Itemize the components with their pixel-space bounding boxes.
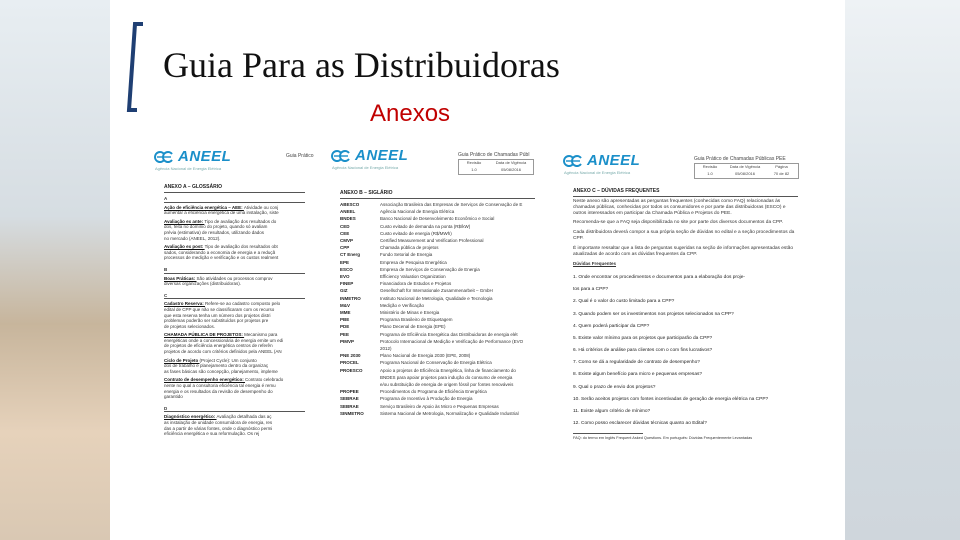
glossary-term: Contrato de desempenho energético:	[164, 377, 246, 383]
acronym-row	[340, 323, 535, 330]
section-title: ANEXO A – GLOSSÁRIO	[164, 184, 222, 190]
header-cell: 1.0	[471, 166, 477, 172]
acronym-row	[340, 280, 535, 287]
faq-question: tos para a CPP?	[573, 287, 609, 293]
acronym-value: Custo evitado de energia (R$/MWh)	[380, 230, 452, 236]
header-cell: Revisão	[466, 160, 482, 165]
glossary-line: dos, feita no domínio do projeto, quando só avaliam	[164, 224, 268, 230]
divider	[164, 192, 305, 193]
glossary-letter-heading: C	[164, 293, 305, 300]
page-header-title: Guia Prático de Chamadas Públ	[458, 152, 530, 158]
acronym-value: Medição e Verificação	[380, 302, 425, 308]
acronym-value: e/ou substituição de energia de origem fóssil por fontes renováveis	[380, 382, 514, 388]
header-cell: 1.0	[707, 170, 713, 176]
header-cell: Página	[775, 164, 788, 169]
document-page-acronyms	[328, 142, 535, 522]
acronym-value: Gesellschaft für Internationale Zusammenarbeit – GmbH	[380, 288, 493, 294]
faq-question: 4. Quem poderá participar da CPP?	[573, 323, 650, 329]
acronym-key: GIZ	[340, 288, 348, 294]
glossary-line: dos de trabalho e planejamento dentro da organizaç	[164, 363, 269, 369]
acronym-row	[340, 316, 535, 323]
glossary-letter-heading: A	[164, 196, 305, 203]
acronym-value: Fundo Setorial de Energia	[380, 252, 433, 258]
acronym-value: Sistema Nacional de Metrologia, Normalização e Qualidade Industrial	[380, 410, 519, 416]
acronym-row	[340, 251, 535, 258]
acronym-value: Banco Nacional de Desenvolvimento Econômico e Social	[380, 216, 495, 222]
acronym-row	[340, 388, 535, 395]
acronym-row	[340, 331, 535, 338]
header-cell: 70 de 82	[773, 170, 790, 176]
acronym-value: Agência Nacional de Energia Elétrica	[380, 209, 455, 215]
aneel-logo	[562, 152, 640, 169]
section-title: ANEXO C – DÚVIDAS FREQUENTES	[573, 188, 660, 194]
acronym-key: MME	[340, 310, 351, 316]
glossary-line: sados, considerando a economia de energia e a reduçã	[164, 249, 276, 255]
glossary-term: Diagnóstico energético:	[164, 414, 217, 420]
acronym-key	[340, 381, 380, 388]
acronym-value: Plano Decenal de Energia (EPE)	[380, 324, 446, 330]
background-left-photo	[0, 0, 110, 540]
faq-question: 2. Qual é o valor do custo limitado para a CPP?	[573, 299, 675, 305]
divider	[340, 198, 535, 199]
glossary-line: de projetos de eficiência energética centros de referên	[164, 343, 273, 349]
glossary-line: edital de CPP que não se classificaram com os recurso	[164, 306, 275, 312]
acronym-key: PROCEL	[340, 360, 359, 366]
acronym-row	[340, 352, 535, 359]
faq-question: 7. Como se dá a regularidade de contrato de desempenho?	[573, 360, 700, 366]
acronym-value: BNDES para apoiar projetos para indução do consumo de energia	[380, 374, 513, 380]
page-header: Guia Prático	[286, 153, 314, 159]
acronym-row	[340, 395, 535, 402]
glossary-line: prévia (estimativa) de resultados, utilizando dados	[164, 229, 265, 235]
faq-question: 10. Serão aceitos projetos com fontes incentivadas de geração de energia elétrica na CPP?	[573, 396, 769, 402]
acronym-row	[340, 374, 535, 381]
acronym-key: SEBRAE	[340, 403, 359, 409]
acronym-row	[340, 403, 535, 410]
acronym-key: INMETRO	[340, 295, 361, 301]
glossary-line: Ação de eficiência energética – AEE: Atividade ou conj	[164, 204, 279, 210]
acronym-key: ABESCO	[340, 202, 360, 207]
section-title: ANEXO B – SIGLÁRIO	[340, 190, 393, 196]
bracket-icon	[126, 22, 146, 112]
acronym-row	[340, 359, 535, 366]
slide-title: Guia Para as Distribuidoras	[163, 45, 560, 85]
aneel-logo-icon	[330, 149, 352, 163]
acronym-row	[340, 309, 535, 316]
header-cell: 05/08/2016	[734, 170, 756, 176]
acronym-key: ANEEL	[340, 209, 356, 215]
glossary-line: projetos de acordo com critérios definidos pela ANEEL (AN	[164, 349, 282, 355]
acronym-value: Programa de Incentivo à Produção de Energia	[380, 396, 473, 402]
acronym-value: Associação Brasileira das Empresas de Serviços de Conservação de E	[380, 202, 523, 207]
header-cell: Data de Vigência	[729, 164, 761, 169]
acronym-value: Apoio a projetos de Eficiência Energética, linha de financiamento do	[380, 367, 516, 373]
acronym-key: PBE	[340, 317, 350, 323]
glossary-letter-heading: D	[164, 406, 305, 413]
acronym-row	[340, 273, 535, 280]
glossary-line: diversas organizações (distribuidoras).	[164, 281, 242, 287]
glossary-term: Cadastro Reserva:	[164, 301, 206, 307]
acronym-row	[340, 367, 535, 374]
acronym-value: Serviço Brasileiro de Apoio às Micro e Pequenas Empresas	[380, 403, 499, 409]
aneel-logo-icon	[562, 154, 584, 168]
glossary-line: as instalação de unidade consumidora de energia, res	[164, 420, 273, 425]
glossary-line: Avaliação ex post: Tipo de avaliação dos resultados obt	[164, 244, 278, 250]
acronym-row	[340, 244, 535, 251]
acronym-key: CPP	[340, 245, 350, 251]
glossary-line: nente no qual a consultoria eficiência tal energia é remu	[164, 383, 276, 389]
intro-paragraph: Cada distribuidora deverá compor a sua própria seção de dúvidas no edital e a seção procedimentos da CPP.	[573, 230, 795, 241]
acronym-value: Procedimentos do Programa de Eficiência Energética	[380, 389, 487, 395]
acronym-key: ESCO	[340, 266, 353, 272]
glossary-line: energia e os resultados da revisão de desempenho do	[164, 388, 273, 394]
glossary-line: processos de medição e verificação e os custos realment	[164, 255, 279, 261]
glossary-line: Diagnóstico energético: Avaliação detalhada das aç	[164, 414, 272, 420]
acronym-row	[340, 345, 535, 352]
acronym-row	[340, 237, 535, 244]
document-page-faq	[559, 142, 804, 522]
divider	[573, 196, 798, 197]
acronym-value: Certified Measurement and Verification Professional	[380, 238, 484, 244]
header-cell: Data de Vigência	[495, 160, 527, 165]
document-page-glossary	[150, 142, 314, 522]
acronym-row	[340, 287, 535, 294]
acronym-row	[340, 215, 535, 222]
glossary-line: de projetos selecionados.	[164, 323, 216, 329]
faq-question: 12. Como posso esclarecer dúvidas técnicas quanto ao Edital?	[573, 421, 707, 427]
acronym-value: Protocolo Internacional de Medição e Verificação de Performance (EVO	[380, 338, 524, 344]
aneel-logo-icon	[153, 150, 175, 164]
acronym-key: EPE	[340, 259, 350, 265]
page-header-table	[694, 163, 799, 179]
glossary-letter-heading: B	[164, 267, 305, 274]
acronym-key: PEE	[340, 331, 350, 337]
aneel-logo	[330, 147, 408, 164]
glossary-term: CHAMADA PÚBLICA DE PROJETOS:	[164, 332, 245, 338]
acronym-value: Empresa de Pesquisa Energética	[380, 259, 447, 265]
glossary-body	[164, 184, 305, 440]
acronym-key: PROESCO	[340, 367, 363, 373]
acronym-value: Programa Brasileiro de Etiquetagem	[380, 317, 453, 323]
acronym-key: SINMETRO	[340, 410, 364, 416]
aneel-logo-subtitle: Agência Nacional de Energia Elétrica	[332, 165, 399, 170]
glossary-line: energéticas onde a concessionária de energia emite um edi	[164, 337, 284, 343]
acronym-row	[340, 201, 535, 208]
glossary-term: Avaliação ex post:	[164, 244, 205, 250]
faq-question: 3. Quando podem ser os investimentos nos projetos selecionados na CPP?	[573, 311, 734, 317]
intro-paragraph: Recomenda-se que a FAQ seja disponibilizada no site por parte dos diversos documentos da CPP.	[573, 220, 784, 226]
glossary-line: eficiência energética e sua reformulação. Os rej	[164, 431, 260, 437]
acronym-value: Programa de Eficiência Energética das Distribuidoras de energia elét	[380, 331, 518, 337]
page-header-table	[458, 159, 534, 175]
page-header-title: Guia Prático de Chamadas Públicas PEE	[694, 156, 786, 162]
acronym-row	[340, 230, 535, 237]
glossary-line: Contrato de desempenho energético: Contrato celebrado	[164, 377, 284, 383]
footnote: FAQ: do termo em Inglês Frequent Asked Questions. Em português: Dúvidas Frequentemente Levantadas	[573, 436, 753, 441]
acronym-key: CED	[340, 223, 350, 229]
acronym-value: Programa Nacional de Conservação de Energia Elétrica	[380, 360, 492, 366]
glossary-line: problemas poderão ser substituídos por projetos pre	[164, 318, 269, 324]
faq-question: 11. Existe algum critério de mínimo?	[573, 409, 651, 415]
acronym-value: Custo evitado de demanda na ponta (R$/kW)	[380, 223, 471, 229]
acronym-key: CMVP	[340, 238, 354, 244]
glossary-line: Cadastro Reserva: Refere-se ao cadastro composto pelo	[164, 301, 281, 307]
aneel-logo-text: ANEEL	[355, 147, 409, 164]
acronym-row	[340, 295, 535, 302]
faq-question: 6. Há critérios de análise para clientes com o com fins lucrativos?	[573, 348, 713, 354]
glossary-term: Ação de eficiência energética – AEE:	[164, 204, 244, 210]
acronym-value: Plano Nacional de Energia 2030 (EPE, 2008)	[380, 353, 471, 359]
faq-question: 9. Qual o prazo de envio dos projetos?	[573, 384, 656, 390]
glossary-term: Ciclo de Projeto	[164, 357, 200, 363]
glossary-line: aumentar a eficiência energética de uma instalação, siste	[164, 210, 279, 216]
acronym-value: 2012)	[380, 346, 392, 352]
acronym-key: PDE	[340, 324, 350, 330]
divider	[573, 433, 643, 434]
glossary-line: Boas Práticas: São atividades ou processos comprov	[164, 275, 273, 281]
acronym-value: Instituto Nacional de Metrologia, Qualidade e Tecnologia	[380, 295, 493, 301]
acronym-key: CT Energ	[340, 252, 361, 258]
acronym-key	[340, 345, 380, 352]
acronym-key: M&V	[340, 302, 350, 308]
acronym-value: Empresa de Serviços de Conservação de Energia	[380, 266, 480, 272]
header-cell: Revisão	[702, 164, 718, 169]
acronym-row	[340, 208, 535, 215]
aneel-logo	[153, 148, 231, 165]
acronym-row	[340, 410, 535, 417]
glossary-line: as fases básicas são concepção, planejamento, impleme	[164, 368, 278, 374]
acronym-key: BNDES	[340, 216, 356, 222]
acronym-key: PIMVP	[340, 338, 355, 344]
slide-subtitle: Anexos	[370, 100, 451, 127]
background-right-photo	[845, 0, 960, 540]
acronym-value: Ministério de Minas e Energia	[380, 310, 440, 316]
acronym-key: CEE	[340, 230, 350, 236]
acronym-key	[340, 374, 380, 381]
faq-question: 8. Existe algum benefício para micro e pequenas empresas?	[573, 372, 703, 378]
acronym-row	[340, 338, 535, 345]
glossary-line: garantido	[164, 394, 183, 400]
acronym-key: PROPEE	[340, 389, 359, 395]
header-cell: 05/08/2016	[500, 166, 522, 172]
acronym-row	[340, 259, 535, 266]
acronym-list	[340, 190, 535, 417]
acronym-key: EVO	[340, 274, 350, 280]
aneel-logo-text: ANEEL	[178, 148, 232, 165]
faq-question: 1. Onde encontrar os procedimentos e documentos para a elaboração dos proje-	[573, 274, 745, 280]
glossary-term: Avaliação ex ante:	[164, 218, 205, 224]
acronym-row	[340, 381, 535, 388]
glossary-line: CHAMADA PÚBLICA DE PROJETOS: Mecanismo para	[164, 332, 278, 338]
acronym-row	[340, 302, 535, 309]
intro-paragraph: Neste anexo são apresentadas as perguntas frequentes (conhecidas como FAQ) relacionadas às chamadas públicas, conhecidas por todos os consumidores e por parte das distribuidoras (ESCO) e outros interessados em participar da Chamada Pública e Projetos do PEE.	[573, 199, 786, 216]
faq-list-title: Dúvidas Frequentes	[573, 261, 617, 267]
glossary-term: Boas Práticas:	[164, 275, 197, 281]
glossary-line: Avaliação ex ante: Tipo de avaliação dos resultados do	[164, 218, 277, 224]
acronym-key: FINEP	[340, 281, 354, 287]
glossary-line: no mercado (ANEEL, 2012).	[164, 235, 221, 241]
acronym-key: PNE 2030	[340, 353, 361, 359]
acronym-value: Efficiency Valuation Organization	[380, 274, 446, 280]
acronym-key: SEBRAE	[340, 396, 359, 402]
aneel-logo-subtitle: Agência Nacional de Energia Elétrica	[155, 166, 222, 171]
faq-body	[573, 188, 798, 440]
faq-question: 5. Existe valor mínimo para os projetos que participarão da CPP?	[573, 335, 713, 341]
acronym-value: Chamada pública de projetos	[380, 245, 439, 251]
acronym-row	[340, 223, 535, 230]
intro-paragraph: É importante ressaltar que a lista de perguntas sugeridas na seção de informações apresentadas estão atualizadas de acordo com as dúvidas frequentes da CPP.	[573, 245, 793, 257]
glossary-line: Ciclo de Projeto (Project Cycle): Um conjunto	[164, 357, 257, 363]
aneel-logo-subtitle: Agência Nacional de Energia Elétrica	[564, 170, 631, 175]
aneel-logo-text: ANEEL	[587, 152, 641, 169]
acronym-row	[340, 266, 535, 273]
acronym-value: Financiadora de Estudos e Projetos	[380, 281, 452, 287]
glossary-line: que esta reserva tenha um número dos projetos distri	[164, 312, 271, 318]
glossary-line: das a partir de várias fontes, onde o diagnóstico permi	[164, 425, 273, 431]
